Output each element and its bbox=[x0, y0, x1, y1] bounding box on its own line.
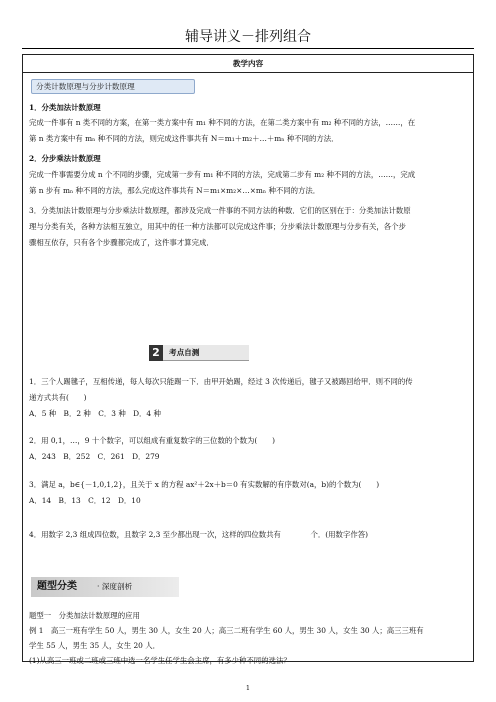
question-3-options: A．14 B．13 C．12 D．10 bbox=[29, 496, 141, 505]
principle-1-line: 第 n 类方案中有 mₙ 种不同的方法，则完成这件事共有 N＝m₁＋m₂＋…＋mₙ 种不同的方法． bbox=[29, 134, 339, 143]
content-frame bbox=[22, 54, 474, 665]
principle-2 bbox=[29, 153, 469, 196]
self-test-label: 考点自测 bbox=[169, 348, 200, 357]
principle-2-line: 完成一件事需要分成 n 个不同的步骤，完成第一步有 m₁ 种不同的方法，完成第二步有 m₂ 种不同的方法，……，完成 bbox=[29, 170, 416, 179]
question-2 bbox=[29, 435, 469, 462]
principle-2-heading: 2．分步乘法计数原理 bbox=[29, 154, 101, 163]
question-2-options: A．243 B．252 C．261 D．279 bbox=[29, 452, 160, 461]
question-types-subtitle: · 深度剖析 bbox=[97, 582, 133, 591]
type-1-title: 题型一 分类加法计数原理的应用 bbox=[29, 611, 140, 620]
principle-1-line: 完成一件事有 n 类不同的方案，在第一类方案中有 m₁ 种不同的方法，在第二类方案中有 m₂ 种不同的方法，……，在 bbox=[29, 118, 416, 127]
self-test-banner bbox=[149, 345, 249, 361]
self-test-number: 2 bbox=[149, 345, 163, 361]
example-1-line: 学生 55 人，男生 35 人，女生 20 人． bbox=[29, 641, 160, 650]
question-3-line: 3．满足 a，b∈{－1,0,1,2}，且关于 x 的方程 ax²＋2x＋b＝0 有实数解的有序数对(a，b)的个数为( ) bbox=[29, 480, 380, 489]
question-1-line: 递方式共有( ) bbox=[29, 393, 87, 402]
table-header: 教学内容 bbox=[23, 55, 473, 73]
question-1-line: 1．三个人踢毽子，互相传递，每人每次只能踢一下．由甲开始踢，经过 3 次传递后，毽子又被踢回给甲．则不同的传 bbox=[29, 377, 413, 386]
section-tag: 分类计数原理与分步计数原理 bbox=[31, 79, 195, 94]
principle-1 bbox=[29, 102, 469, 144]
principle-3 bbox=[29, 205, 469, 248]
document-title: 辅导讲义－排列组合 bbox=[185, 29, 311, 45]
principle-1-heading: 1．分类加法计数原理 bbox=[29, 103, 101, 112]
question-types-banner bbox=[31, 577, 179, 597]
question-4 bbox=[29, 529, 469, 540]
question-4-line: 4．用数字 2,3 组成四位数，且数字 2,3 至少都出现一次，这样的四位数共有 个．(用数字作答) bbox=[29, 530, 369, 539]
question-types-title: 题型分类 bbox=[37, 581, 77, 592]
type-1-section bbox=[29, 610, 469, 666]
question-1 bbox=[29, 376, 469, 419]
principle-3-line: 3．分类加法计数原理与分步乘法计数原理，都涉及完成一件事的不同方法的种数．它们的区别在于：分类加法计数原 bbox=[29, 206, 411, 215]
question-2-line: 2．用 0,1，…，9 十个数字，可以组成有重复数字的三位数的个数为( ) bbox=[29, 436, 275, 445]
principle-3-line: 骤相互依存，只有各个步骤都完成了，这件事才算完成． bbox=[29, 238, 214, 247]
example-1-line: 例 1 高三一班有学生 50 人，男生 30 人，女生 20 人；高三二班有学生 60 人，男生 30 人，女生 30 人；高三三班有 bbox=[29, 626, 424, 635]
example-1-question: (1)从高三一班或二班或三班中选一名学生任学生会主席，有多少种不同的选法？ bbox=[29, 656, 291, 665]
principle-3-line: 理与分类有关，各种方法相互独立，用其中的任一种方法都可以完成这件事；分步乘法计数原理与分步有关，各个步 bbox=[29, 222, 406, 231]
question-1-options: A．5 种 B．2 种 C．3 种 D．4 种 bbox=[29, 409, 161, 418]
question-3 bbox=[29, 479, 469, 506]
page-number: 1 bbox=[245, 684, 251, 692]
principle-2-line: 第 n 步有 mₙ 种不同的方法，那么完成这件事共有 N＝m₁×m₂×…×mₙ 种不同的方法． bbox=[29, 186, 321, 195]
title-rule bbox=[22, 48, 474, 49]
